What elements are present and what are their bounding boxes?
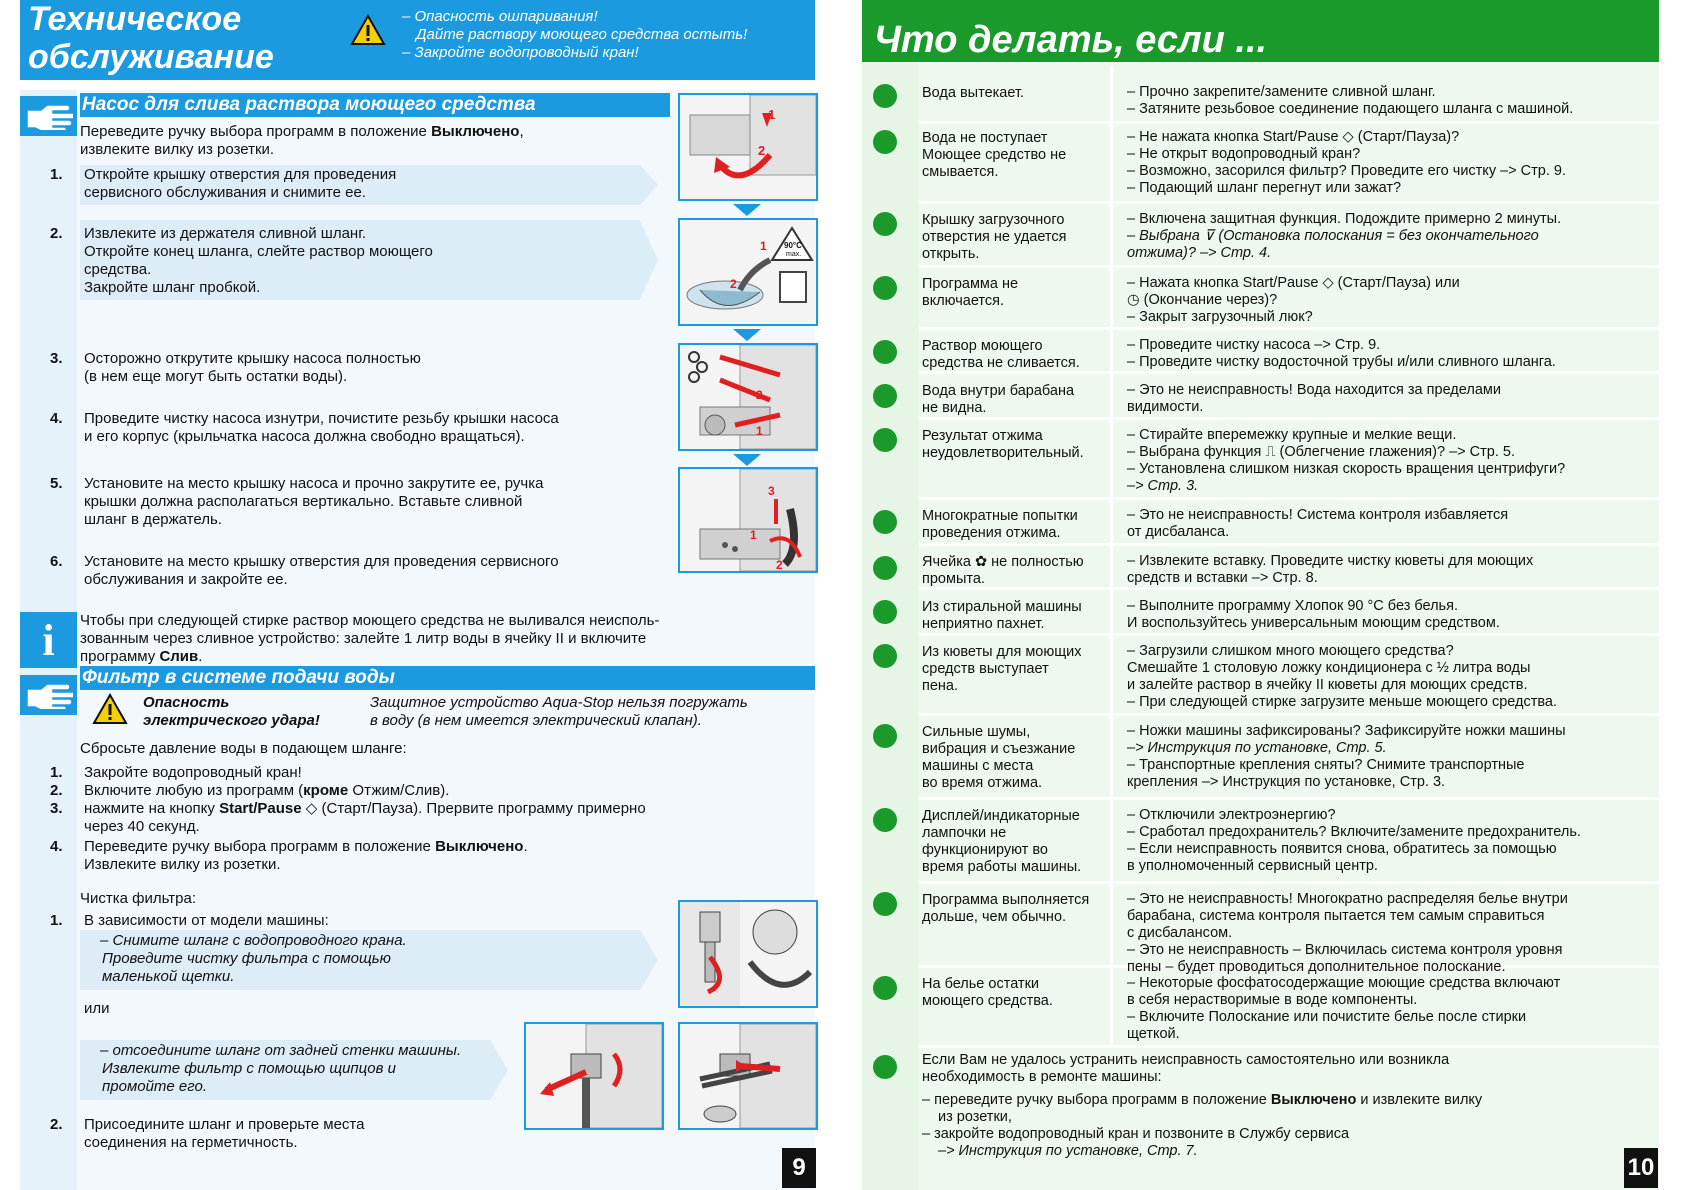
problem-text — [922, 508, 1106, 542]
step-number: 1. — [50, 764, 63, 781]
filter-option-2 — [100, 1042, 520, 1096]
problem-line: неприятно пахнет. — [922, 616, 1045, 632]
step-line: Откройте конец шланга, слейте раствор моющего — [84, 243, 433, 260]
bullet-dot-icon — [873, 510, 897, 534]
step-text: Отжим/Слив). — [348, 782, 450, 799]
step-line: Присоедините шланг и проверьте места — [84, 1116, 365, 1133]
title-line-1: Техническое — [28, 0, 242, 38]
bullet-dot-icon — [873, 556, 897, 580]
solution-line: в уполномоченный сервисный центр. — [1127, 858, 1378, 874]
solution-text — [1127, 553, 1657, 587]
solution-line: крепления –> Инструкция по установке, Стр. 3. — [1127, 774, 1446, 790]
solution-text — [1127, 643, 1657, 711]
maintenance-title — [28, 0, 274, 76]
solution-text — [1127, 891, 1657, 976]
solution-line: – Проведите чистку водосточной трубы и/или сливного шланга. — [1127, 354, 1556, 370]
step-number: 6. — [50, 553, 63, 570]
info-icon: i — [20, 612, 77, 668]
problem-line: Из кюветы для моющих — [922, 644, 1082, 660]
problem-line: смывается. — [922, 164, 999, 180]
bullet-dot-icon — [873, 384, 897, 408]
callout-number: 2 — [758, 143, 766, 158]
solution-line: – Некоторые фосфатосодержащие моющие средства включают — [1127, 975, 1561, 991]
step-5-text — [84, 475, 674, 529]
step-number: 5. — [50, 475, 63, 492]
bullet-dot-icon — [873, 976, 897, 1000]
illustration-refit-pump-cap — [678, 467, 818, 573]
solution-line: и залейте раствор в ячейку II кюветы для моющих средств. — [1127, 677, 1528, 693]
solution-text — [1127, 382, 1657, 416]
callout-number: 1 — [756, 424, 763, 438]
warning-icon — [92, 693, 128, 725]
solution-text — [1127, 975, 1657, 1043]
step-line: Закройте шланг пробкой. — [84, 279, 261, 296]
aqua-stop-warning — [370, 694, 810, 730]
option-line: Проведите чистку фильтра с помощью — [102, 950, 391, 967]
bullet-dot-icon — [873, 644, 897, 668]
callout-number: 2 — [730, 277, 737, 291]
problem-line: Программа не — [922, 276, 1019, 292]
warning-line: – Опасность ошпаривания! — [402, 8, 598, 25]
solution-line: – Ножки машины зафиксированы? Зафиксируйте ножки машины — [1127, 723, 1566, 739]
solution-line: в себя нерастворимые в воде компоненты. — [1127, 992, 1418, 1008]
problem-line: Раствор моющего — [922, 338, 1043, 354]
solution-line: –> Стр. 3. — [1127, 478, 1199, 494]
bullet-dot-icon — [873, 600, 897, 624]
problem-line: Программа выполняется — [922, 892, 1090, 908]
solution-text — [1127, 84, 1657, 118]
step-text: . — [523, 838, 528, 855]
step-text: Извлеките вилку из розетки. — [84, 856, 281, 873]
warning-icon — [350, 14, 386, 46]
solution-line: пены – будет проводиться дополнительное полоскание. — [1127, 959, 1506, 975]
solution-line: – Нажата кнопка Start/Pause ◇ (Старт/Пауза) или — [1127, 275, 1460, 291]
problem-text — [922, 383, 1106, 417]
solution-line: – Не открыт водопроводный кран? — [1127, 146, 1361, 162]
danger-line: электрического удара! — [143, 712, 320, 729]
solution-line: – Закрыт загрузочный люк? — [1127, 309, 1313, 325]
intro-line-2: извлеките вилку из розетки. — [80, 141, 275, 158]
problem-line: лампочки не — [922, 825, 1007, 841]
problem-line: Результат отжима — [922, 428, 1043, 444]
down-arrow-icon — [733, 204, 761, 216]
problem-line: Дисплей/индикаторные — [922, 808, 1080, 824]
solution-line: – Загрузили слишком много моющего средства? — [1127, 643, 1454, 659]
or-text: или — [84, 1000, 110, 1017]
bullet-dot-icon — [873, 130, 897, 154]
option-line: маленькой щетки. — [102, 968, 235, 985]
step-text: ◇ (Старт/Пауза). Прервите программу примерно — [301, 800, 646, 817]
footer-bold: Выключено — [1270, 1092, 1357, 1108]
step-line: Установите на место крышку отверстия для проведения сервисного — [84, 553, 559, 570]
problem-line: На белье остатки — [922, 976, 1040, 992]
solution-text — [1127, 129, 1657, 197]
solution-line: – Затяните резьбовое соединение подающего шланга с машиной. — [1127, 101, 1574, 117]
callout-number: 1 — [768, 107, 776, 122]
step-number: 3. — [50, 800, 63, 817]
solution-line: – Извлеките вставку. Проведите чистку кюветы для моющих — [1127, 553, 1534, 569]
problem-line: отверстия не удается — [922, 229, 1067, 245]
step-number: 2. — [50, 1116, 63, 1133]
step-number: 1. — [50, 166, 63, 183]
option-line: Извлеките фильтр с помощью щипцов и — [102, 1060, 396, 1077]
pressure-step-2 — [84, 782, 804, 800]
hand-pointer-icon — [20, 675, 77, 715]
problem-line: средства не сливается. — [922, 355, 1080, 371]
step-text: Переведите ручку выбора программ в положение — [84, 838, 436, 855]
illustration-machine-hose-filter — [524, 1022, 664, 1130]
pressure-step-3 — [84, 800, 804, 836]
step-line: крышки должна располагаться вертикально. Вставьте сливной — [84, 493, 523, 510]
problem-line: Моющее средство не — [922, 147, 1067, 163]
service-contact-note — [922, 1052, 1642, 1160]
step-line: средства. — [84, 261, 152, 278]
solution-line: – Установлена слишком низкая скорость вращения центрифуги? — [1127, 461, 1566, 477]
section1-intro — [80, 123, 640, 159]
problem-line: время работы машины. — [922, 859, 1082, 875]
step-number: 4. — [50, 838, 63, 855]
bullet-dot-icon — [873, 212, 897, 236]
problem-line: Из стиральной машины — [922, 599, 1082, 615]
step-text: через 40 секунд. — [84, 818, 200, 835]
step-number: 2. — [50, 225, 63, 242]
page-number: 10 — [1624, 1148, 1658, 1188]
illustration-filter-pliers — [678, 1022, 818, 1130]
step-line: Проведите чистку насоса изнутри, почистите резьбу крышки насоса — [84, 410, 559, 427]
step-line: Извлеките из держателя сливной шланг. — [84, 225, 367, 242]
solution-line: – При следующей стирке загрузите меньше моющего средства. — [1127, 694, 1558, 710]
filter-option-1 — [100, 932, 620, 986]
section-title-water-filter: Фильтр в системе подачи воды — [80, 666, 815, 690]
filter-step-1: В зависимости от модели машины: — [84, 912, 329, 929]
problem-line: во время отжима. — [922, 775, 1043, 791]
step-text: нажмите на кнопку — [84, 800, 220, 817]
solution-line: И воспользуйтесь универсальным моющим средством. — [1127, 615, 1500, 631]
problem-line: промыта. — [922, 571, 985, 587]
page-number: 9 — [782, 1148, 816, 1188]
bullet-dot-icon — [873, 892, 897, 916]
section-title-drain-pump: Насос для слива раствора моющего средства — [80, 93, 670, 117]
problem-text — [922, 212, 1106, 263]
solution-line: – Стирайте вперемежку крупные и мелкие вещи. — [1127, 427, 1457, 443]
step-bold: Start/Pause — [219, 800, 302, 817]
info-line: зованным через сливное устройство: залейте 1 литр воды в ячейку II и включите — [80, 630, 647, 647]
problem-line: не видна. — [922, 400, 987, 416]
problem-line: Крышку загрузочного — [922, 212, 1065, 228]
problem-line: включается. — [922, 293, 1005, 309]
problem-text — [922, 892, 1106, 926]
step-bold: кроме — [303, 782, 349, 799]
solution-line: ◷ (Окончание через)? — [1127, 292, 1278, 308]
callout-number: 1 — [750, 528, 757, 542]
warning-line: – Закройте водопроводный кран! — [402, 44, 639, 61]
problem-line: неудовлетворительный. — [922, 445, 1084, 461]
footer-line: – переведите ручку выбора программ в положение — [922, 1092, 1271, 1108]
solution-line: – Выполните программу Хлопок 90 °C без белья. — [1127, 598, 1458, 614]
solution-line: – Прочно закрепите/замените сливной шланг. — [1127, 84, 1436, 100]
solution-line: – Подающий шланг перегнут или зажат? — [1127, 180, 1402, 196]
step-bold: Выключено — [435, 838, 524, 855]
step-line: и его корпус (крыльчатка насоса должна свободно вращаться). — [84, 428, 525, 445]
info-line: программу — [80, 648, 160, 665]
problem-text — [922, 808, 1106, 876]
solution-text — [1127, 598, 1657, 632]
danger-line: в воду (в нем имеется электрический клапан). — [370, 712, 702, 729]
solution-line: щеткой. — [1127, 1026, 1180, 1042]
down-arrow-icon — [733, 329, 761, 341]
scald-warning — [402, 8, 747, 62]
solution-line: – Если неисправность появится снова, обратитесь за помощью — [1127, 841, 1557, 857]
callout-number: 2 — [756, 388, 763, 402]
callout-number: 3 — [768, 484, 775, 498]
pressure-step-4 — [84, 838, 804, 874]
problem-line: проведения отжима. — [922, 525, 1061, 541]
solution-line: с дисбалансом. — [1127, 925, 1233, 941]
solution-line: – Это не неисправность! Система контроля избавляется — [1127, 507, 1509, 523]
solution-text — [1127, 211, 1657, 262]
solution-line: – Отключили электроэнергию? — [1127, 807, 1336, 823]
solution-text — [1127, 427, 1657, 495]
problem-text — [922, 976, 1106, 1010]
step-text: Закройте водопроводный кран! — [84, 764, 302, 781]
danger-line: Защитное устройство Aqua-Stop нельзя погружать — [370, 694, 748, 711]
max-label: max. — [786, 251, 802, 258]
step-line: Осторожно открутите крышку насоса полностью — [84, 350, 421, 367]
problem-line: Вода не поступает — [922, 130, 1048, 146]
problem-text — [922, 428, 1106, 462]
step-line: Установите на место крышку насоса и прочно закрутите ее, ручка — [84, 475, 544, 492]
callout-number: 1 — [760, 239, 767, 253]
problem-text — [922, 338, 1106, 372]
solution-line: видимости. — [1127, 399, 1204, 415]
step-line: Откройте крышку отверстия для проведения — [84, 166, 397, 183]
problem-line: Ячейка ✿ не полностью — [922, 554, 1084, 570]
maintenance-header — [20, 0, 815, 80]
solution-line: – Возможно, засорился фильтр? Проведите его чистку –> Стр. 9. — [1127, 163, 1566, 179]
option-line: – отсоедините шланг от задней стенки машины. — [100, 1042, 462, 1059]
pressure-step-1 — [84, 764, 804, 782]
problem-line: Вода внутри барабана — [922, 383, 1075, 399]
solution-line: – Проведите чистку насоса –> Стр. 9. — [1127, 337, 1381, 353]
solution-text — [1127, 507, 1657, 541]
step-line: обслуживания и закройте ее. — [84, 571, 288, 588]
step-number: 2. — [50, 782, 63, 799]
problem-line: функционируют во — [922, 842, 1048, 858]
solution-line: – Включена защитная функция. Подождите примерно 2 минуты. — [1127, 211, 1562, 227]
problem-line: пена. — [922, 678, 959, 694]
callout-number: 2 — [776, 558, 783, 571]
problem-text — [922, 599, 1106, 633]
solution-line: – Сработал предохранитель? Включите/замените предохранитель. — [1127, 824, 1581, 840]
solution-line: отжима)? –> Стр. 4. — [1127, 245, 1272, 261]
footer-line: – закройте водопроводный кран и позвоните в Службу сервиса — [922, 1126, 1350, 1142]
step-line: (в нем еще могут быть остатки воды). — [84, 368, 348, 385]
illustration-drain-hose — [678, 218, 818, 326]
bullet-dot-icon — [873, 84, 897, 108]
info-line: Чтобы при следующей стирке раствор моющего средства не выливался неисполь- — [80, 612, 660, 629]
problem-text — [922, 724, 1106, 792]
hand-pointer-icon — [20, 96, 77, 136]
step-number: 1. — [50, 912, 63, 929]
footer-line: Если Вам не удалось устранить неисправность самостоятельно или возникла — [922, 1052, 1450, 1068]
warning-line: Дайте раствору моющего средства остыть! — [416, 26, 748, 43]
problem-line: дольше, чем обычно. — [922, 909, 1067, 925]
step-1-text — [84, 166, 604, 202]
electric-shock-danger-label — [143, 694, 353, 730]
info-note — [80, 612, 815, 668]
troubleshooting-title: Что делать, если ... — [874, 19, 1268, 61]
step-6-text — [84, 553, 674, 589]
step-3-text — [84, 350, 654, 386]
temperature-label: 90°C — [784, 241, 802, 250]
step-text: Включите любую из программ ( — [84, 782, 304, 799]
problem-text — [922, 130, 1106, 181]
solution-line: – Это не неисправность! Вода находится за пределами — [1127, 382, 1501, 398]
intro-text: Переведите ручку выбора программ в положение — [80, 123, 432, 140]
step-number: 4. — [50, 410, 63, 427]
footer-line: –> Инструкция по установке, Стр. 7. — [938, 1143, 1198, 1159]
solution-line: – Это не неисправность – Включилась система контроля уровня — [1127, 942, 1563, 958]
solution-text — [1127, 723, 1657, 791]
step-line: соединения на герметичность. — [84, 1134, 298, 1151]
solution-text — [1127, 807, 1657, 875]
footer-line: и извлеките вилку — [1356, 1092, 1483, 1108]
filter-cleaning-title: Чистка фильтра: — [80, 890, 196, 907]
footer-line: необходимость в ремонте машины: — [922, 1069, 1162, 1085]
danger-line: Опасность — [143, 694, 230, 711]
problem-text — [922, 554, 1106, 588]
problem-line: вибрация и съезжание — [922, 741, 1076, 757]
solution-line: средств и вставки –> Стр. 8. — [1127, 570, 1318, 586]
step-line: шланг в держатель. — [84, 511, 222, 528]
info-bold: Слив — [159, 648, 199, 665]
solution-line: – Это не неисправность! Многократно распределяя белье внутри — [1127, 891, 1568, 907]
bullet-dot-icon — [873, 276, 897, 300]
bullet-dot-icon — [873, 724, 897, 748]
solution-line: от дисбаланса. — [1127, 524, 1230, 540]
bullet-dot-icon — [873, 340, 897, 364]
troubleshooting-header — [862, 0, 1659, 62]
problem-text — [922, 644, 1106, 695]
solution-line: – Транспортные крепления сняты? Снимите транспортные — [1127, 757, 1525, 773]
solution-text — [1127, 337, 1657, 371]
problem-line: моющего средства. — [922, 993, 1053, 1009]
step-4-text — [84, 410, 674, 446]
problem-line: Вода вытекает. — [922, 85, 1025, 101]
problem-text — [922, 276, 1106, 310]
intro-bold: Выключено — [431, 123, 520, 140]
problem-text — [922, 85, 1106, 102]
solution-text — [1127, 275, 1657, 326]
step-2-text — [84, 225, 604, 297]
problem-line: средств выступает — [922, 661, 1049, 677]
step-number: 3. — [50, 350, 63, 367]
reset-pressure-text: Сбросьте давление воды в подающем шланге: — [80, 740, 407, 757]
solution-line: – Включите Полоскание или почистите белье после стирки — [1127, 1009, 1527, 1025]
option-line: промойте его. — [102, 1078, 207, 1095]
step-line: сервисного обслуживания и снимите ее. — [84, 184, 366, 201]
footer-line: из розетки, — [938, 1109, 1012, 1125]
option-line: – Снимите шланг с водопроводного крана. — [100, 932, 407, 949]
column-divider — [1110, 66, 1113, 1048]
illustration-open-service-cover — [678, 93, 818, 201]
bullet-dot-icon — [873, 428, 897, 452]
intro-text: , — [519, 123, 524, 140]
title-line-2: обслуживание — [28, 38, 274, 76]
solution-line: барабана, система контроля пытается тем самым справиться — [1127, 908, 1545, 924]
solution-line: Смешайте 1 столовую ложку кондиционера с ½ литра воды — [1127, 660, 1531, 676]
solution-line: – Выбрана функция ⎍ (Облегчение глажения)? –> Стр. 5. — [1127, 444, 1515, 460]
solution-line: – Выбрана ⊽ (Остановка полоскания = без окончательного — [1127, 228, 1539, 244]
problem-line: открыть. — [922, 246, 980, 262]
bullet-dot-icon — [873, 808, 897, 832]
solution-line: –> Инструкция по установке, Стр. 5. — [1127, 740, 1387, 756]
illustration-tap-filter — [678, 900, 818, 1008]
bullet-dot-icon — [873, 1055, 897, 1079]
problem-line: Сильные шумы, — [922, 724, 1031, 740]
illustration-unscrew-pump-cap — [678, 343, 818, 451]
down-arrow-icon — [733, 454, 761, 466]
problem-line: Многократные попытки — [922, 508, 1078, 524]
solution-line: – Не нажата кнопка Start/Pause ◇ (Старт/Пауза)? — [1127, 129, 1460, 145]
info-line: . — [198, 648, 203, 665]
problem-line: машины с места — [922, 758, 1034, 774]
